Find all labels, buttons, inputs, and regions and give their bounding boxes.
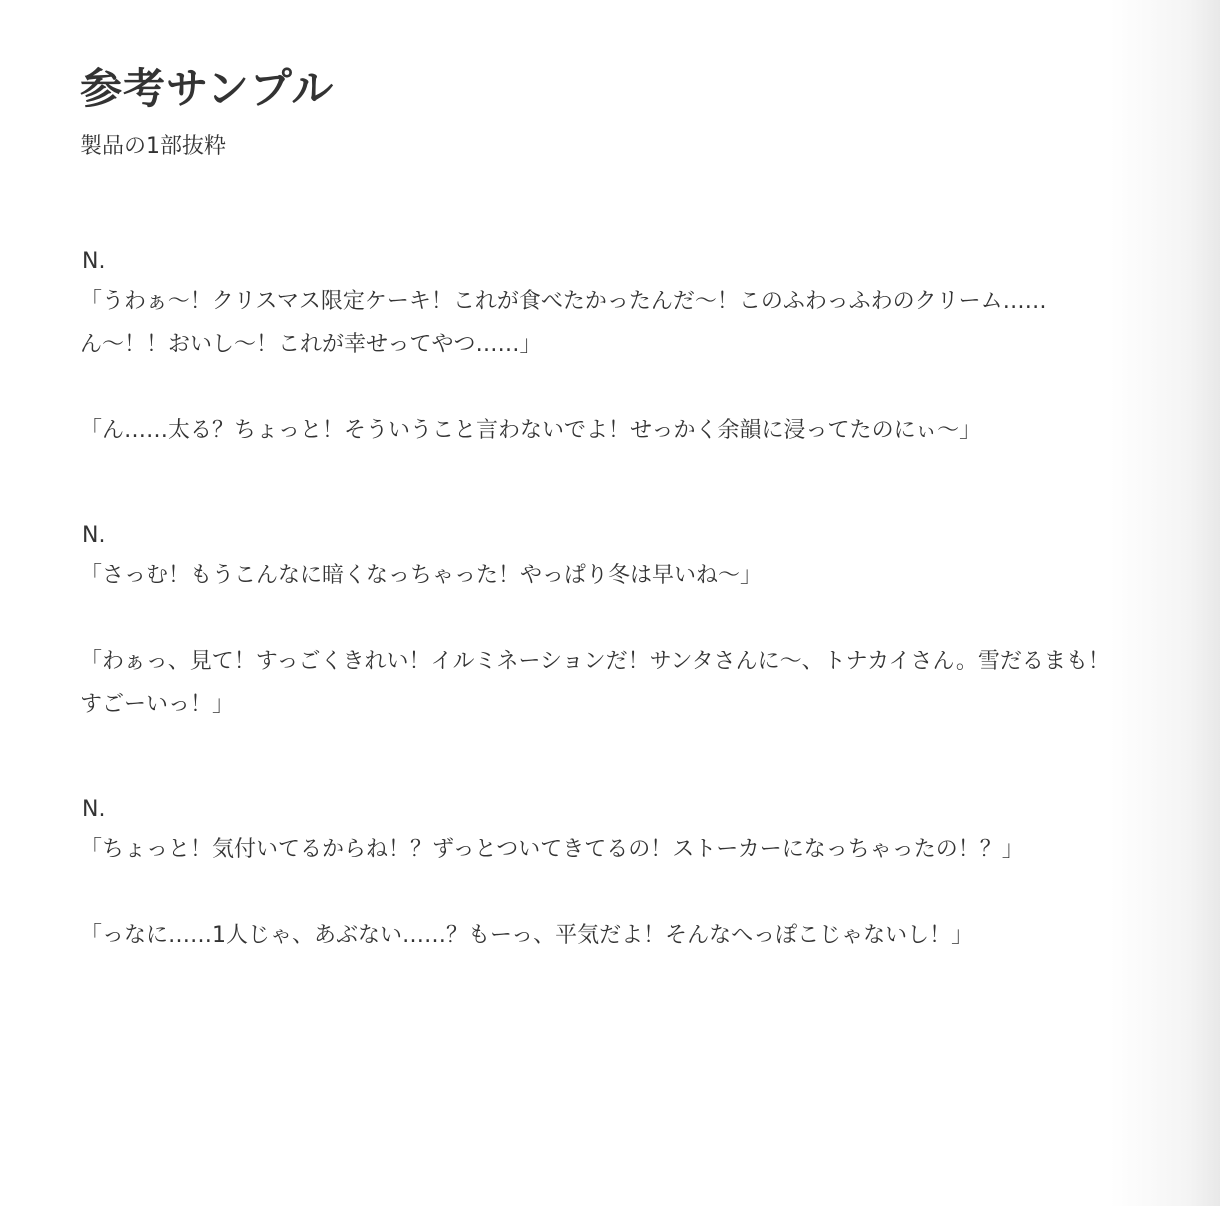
dialogue-line: 「うわぁ〜！クリスマス限定ケーキ！これが食べたかったんだ〜！このふわっふわのクリーム……ん〜！！おいし〜！これが幸せってやつ……」 <box>80 289 1047 357</box>
scene-3 <box>80 792 1140 957</box>
dialogue-line: 「ん……太る？ちょっと！そういうこと言わないでよ！せっかく余韻に浸ってたのにぃ〜」 <box>80 418 982 443</box>
dialogue-line: 「わぁっ、見て！すっごくきれい！イルミネーションだ！サンタさんに〜、トナカイさん。雪だるまも！すごーいっ！」 <box>80 649 1110 717</box>
paragraph-gap <box>80 366 1140 409</box>
page-subtitle: 製品の1部抜粋 <box>80 134 226 159</box>
dialogue-line: 「ちょっと！気付いてるからね！？ずっとついてきてるの！ストーカーになっちゃったの！？」 <box>80 837 1024 862</box>
page-title: 参考サンプル <box>80 64 335 113</box>
speaker-label: N. <box>82 797 106 822</box>
scene-1 <box>80 244 1140 452</box>
document-page <box>80 60 1140 957</box>
dialogue-line: 「さっむ！もうこんなに暗くなっちゃった！やっぱり冬は早いね〜」 <box>80 563 763 588</box>
paragraph-gap <box>80 871 1140 914</box>
sample-text-body <box>80 244 1140 957</box>
scene-2 <box>80 518 1140 726</box>
dialogue-line: 「っなに……1人じゃ、あぶない……？もーっ、平気だよ！そんなへっぽこじゃないし！」 <box>80 923 974 948</box>
speaker-label: N. <box>82 249 106 274</box>
speaker-label: N. <box>82 523 106 548</box>
paragraph-gap <box>80 597 1140 640</box>
